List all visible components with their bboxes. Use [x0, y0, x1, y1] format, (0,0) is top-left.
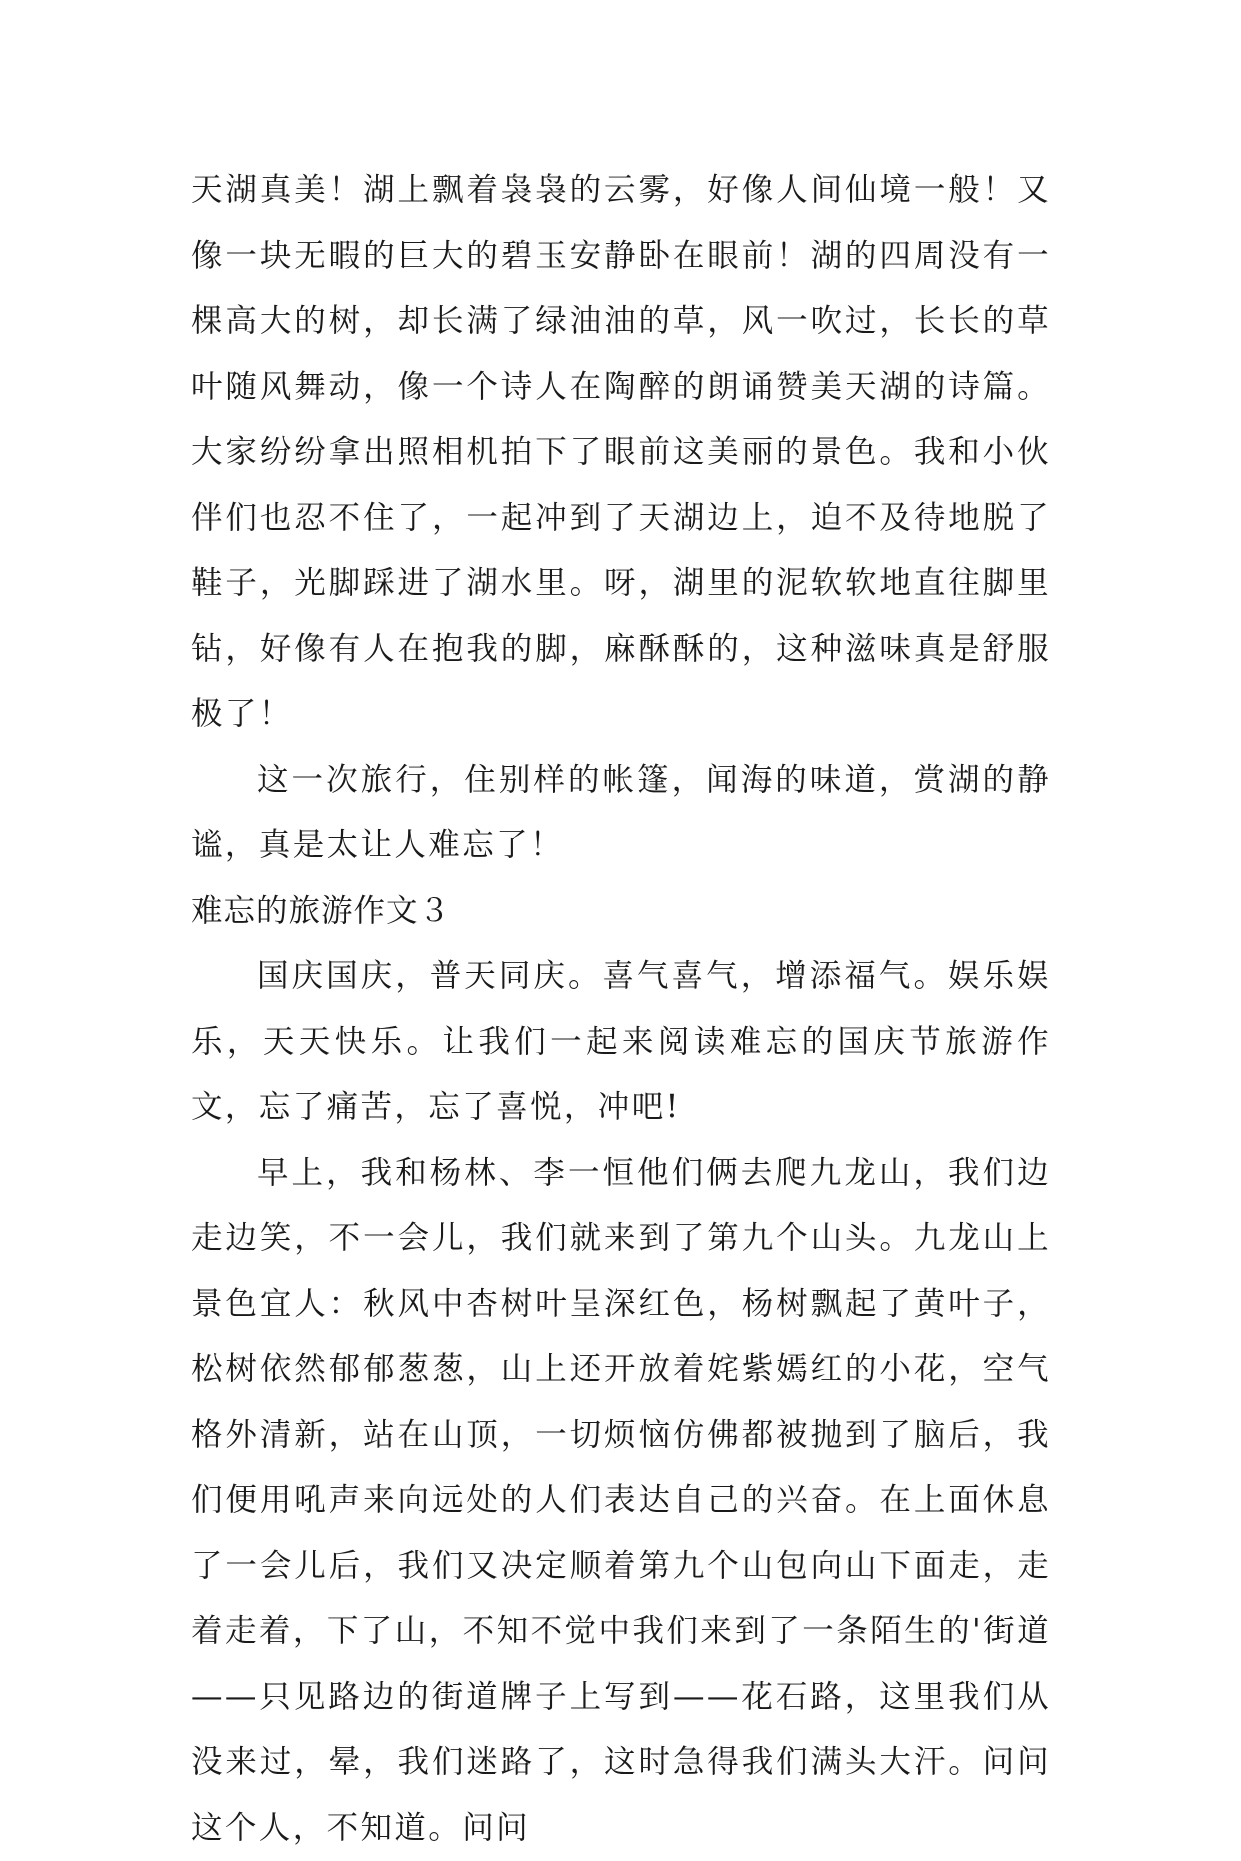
document-body: [191, 158, 1051, 1861]
paragraph-trip-summary: 这一次旅行，住别样的帐篷，闻海的味道，赏湖的静谧，真是太让人难忘了！: [191, 748, 1051, 879]
paragraph-national-day: 国庆国庆，普天同庆。喜气喜气，增添福气。娱乐娱乐，天天快乐。让我们一起来阅读难忘的国庆节旅游作文，忘了痛苦，忘了喜悦，冲吧!: [191, 944, 1051, 1141]
section-heading: 难忘的旅游作文３: [191, 879, 1051, 945]
paragraph-lake: 天湖真美！湖上飘着袅袅的云雾，好像人间仙境一般！又像一块无暇的巨大的碧玉安静卧在眼前！湖的四周没有一棵高大的树，却长满了绿油油的草，风一吹过，长长的草叶随风舞动，像一个诗人在陶醉的朗诵赞美天湖的诗篇。大家纷纷拿出照相机拍下了眼前这美丽的景色。我和小伙伴们也忍不住了，一起冲到了天湖边上，迫不及待地脱了鞋子，光脚踩进了湖水里。呀，湖里的泥软软地直往脚里钻，好像有人在抱我的脚，麻酥酥的，这种滋味真是舒服极了！: [191, 158, 1051, 748]
paragraph-mountain: 早上，我和杨林、李一恒他们俩去爬九龙山，我们边走边笑，不一会儿，我们就来到了第九个山头。九龙山上景色宜人：秋风中杏树叶呈深红色，杨树飘起了黄叶子，松树依然郁郁葱葱，山上还开放着姹紫嫣红的小花，空气格外清新，站在山顶，一切烦恼仿佛都被抛到了脑后，我们便用吼声来向远处的人们表达自己的兴奋。在上面休息了一会儿后，我们又决定顺着第九个山包向山下面走，走着走着，下了山，不知不觉中我们来到了一条陌生的'街道——只见路边的街道牌子上写到——花石路，这里我们从没来过，晕，我们迷路了，这时急得我们满头大汗。问问这个人，不知道。问问: [191, 1141, 1051, 1861]
